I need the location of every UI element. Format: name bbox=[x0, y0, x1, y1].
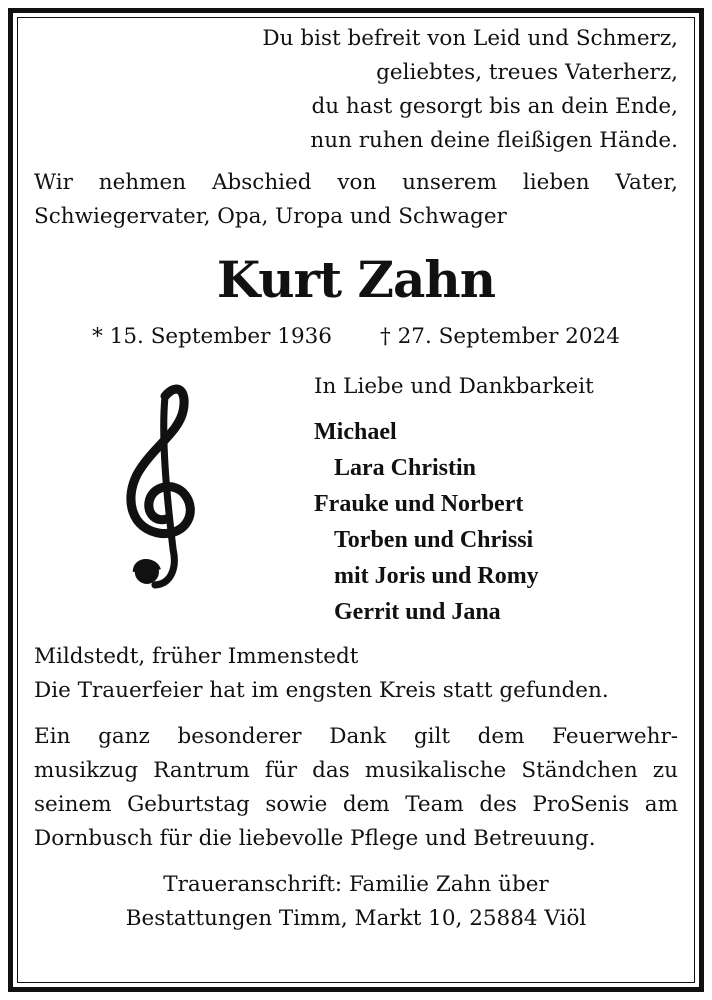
gratitude-line: seinem Geburtstag sowie dem Team des ProSenis am bbox=[34, 792, 678, 817]
mourners-list bbox=[314, 370, 594, 630]
farewell-line: Schwiegervater, Opa, Uropa und Schwager bbox=[34, 204, 507, 229]
poem-line: geliebtes, treues Vaterherz, bbox=[376, 60, 678, 85]
ceremony-line: Die Trauerfeier hat im engsten Kreis statt gefunden. bbox=[34, 678, 609, 703]
mourner-name: Torben und Chrissi bbox=[334, 527, 534, 553]
poem-line: Du bist befreit von Leid und Schmerz, bbox=[262, 26, 678, 51]
poem bbox=[34, 22, 678, 158]
gratitude-line: Ein ganz besonderer Dank gilt dem Feuerwehr- bbox=[34, 724, 678, 749]
address-line: Bestattungen Timm, Markt 10, 25884 Viöl bbox=[125, 906, 587, 931]
gratitude-paragraph bbox=[34, 720, 678, 856]
family-section bbox=[34, 370, 678, 640]
place-line: Mildstedt, früher Immenstedt bbox=[34, 644, 359, 669]
deceased-name: Kurt Zahn bbox=[216, 250, 496, 309]
death-date: † 27. September 2024 bbox=[380, 324, 620, 349]
poem-line: nun ruhen deine fleißigen Hände. bbox=[310, 128, 678, 153]
mourner-name: Lara Christin bbox=[334, 455, 477, 481]
gratitude-line: Dornbusch für die liebevolle Pflege und Betreuung. bbox=[34, 826, 596, 851]
mourning-address bbox=[34, 868, 678, 936]
birth-date: * 15. September 1936 bbox=[92, 324, 332, 349]
obituary bbox=[34, 22, 678, 936]
mourner-name: Gerrit und Jana bbox=[334, 599, 501, 625]
poem-line: du hast gesorgt bis an dein Ende, bbox=[311, 94, 678, 119]
mourner-name: mit Joris und Romy bbox=[334, 563, 539, 589]
treble-clef-icon bbox=[120, 378, 202, 590]
gratitude-line: musikzug Rantrum für das musikalische Ständchen zu bbox=[34, 758, 678, 783]
farewell-text bbox=[34, 166, 678, 234]
thanks-line: In Liebe und Dankbarkeit bbox=[314, 374, 594, 399]
farewell-line: Wir nehmen Abschied von unserem lieben Vater, bbox=[34, 170, 678, 195]
address-line: Traueranschrift: Familie Zahn über bbox=[163, 872, 549, 897]
mourner-name: Frauke und Norbert bbox=[314, 491, 524, 517]
mourner-name: Michael bbox=[314, 419, 397, 445]
life-dates bbox=[34, 320, 678, 354]
